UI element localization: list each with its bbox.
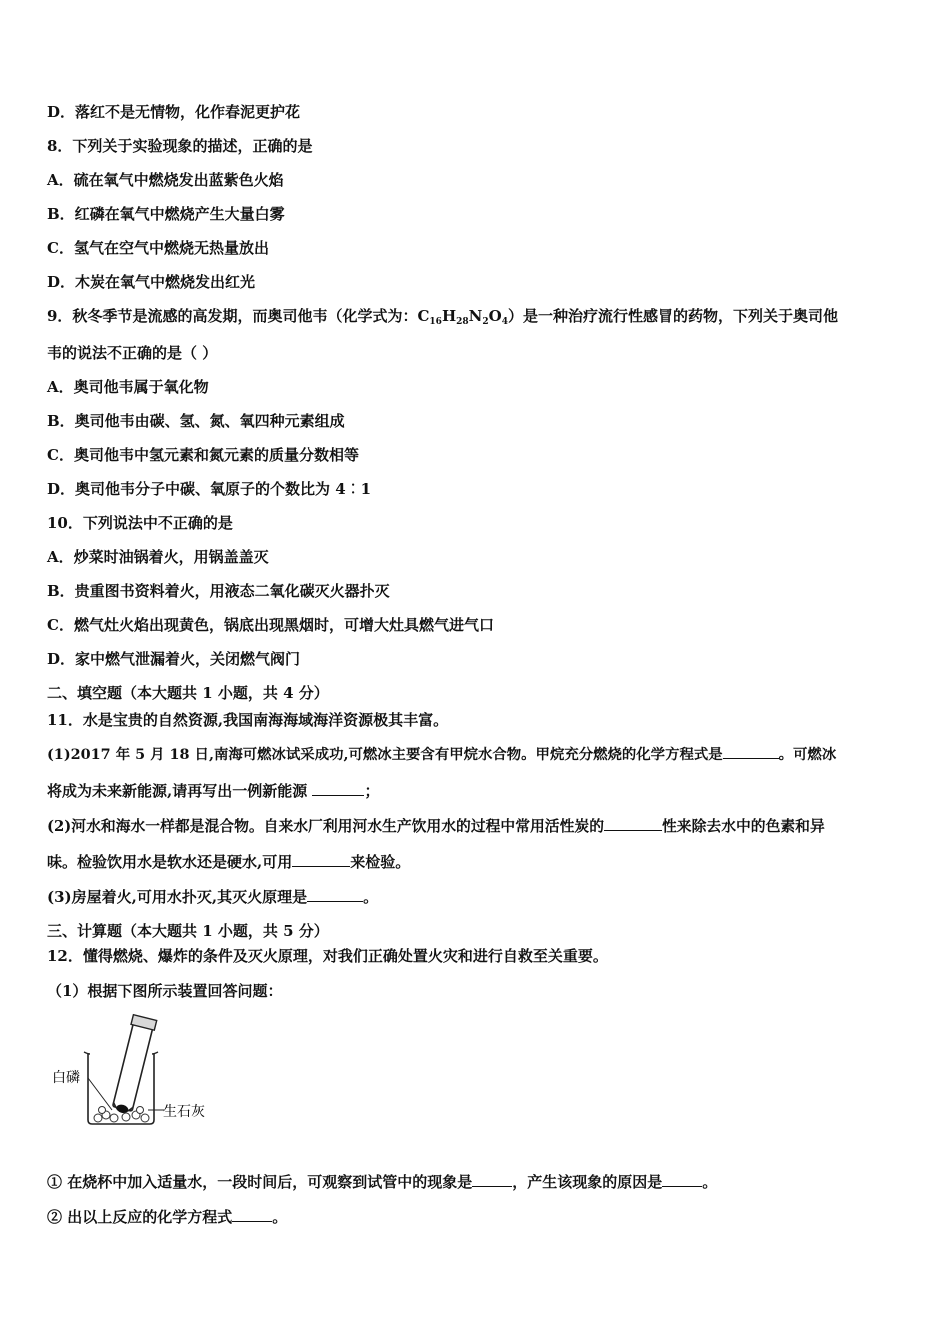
q12-step2 [47, 1207, 287, 1227]
q8-option-d: D．木炭在氧气中燃烧发出红光 [47, 273, 256, 291]
q9-formula [417, 307, 508, 325]
experiment-diagram [50, 1010, 230, 1135]
q10-stem: 10．下列说法中不正确的是 [47, 514, 233, 532]
q11-part1-text-d: ； [364, 782, 380, 800]
q12-step1-text-c: 。 [702, 1173, 718, 1191]
test-tube [110, 1015, 157, 1116]
formula-c: C [417, 307, 430, 325]
q11-part3-text-b: 。 [363, 888, 379, 906]
q11-part1-line1 [47, 744, 836, 765]
q12-step2-text-b: 。 [272, 1208, 288, 1226]
section2-heading: 二、填空题（本大题共 1 小题，共 4 分） [47, 684, 329, 702]
q12-part1: （1）根据下图所示装置回答问题： [47, 982, 283, 1000]
formula-h-count: 28 [456, 317, 469, 327]
q10-option-b: B．贵重图书资料着火，用液态二氧化碳灭火器扑灭 [47, 582, 390, 600]
answer-blank[interactable] [232, 1207, 272, 1222]
q11-part2-text-b: 性来除去水中的色素和异 [662, 818, 825, 835]
q11-part3 [47, 887, 378, 907]
q9-option-b: B．奥司他韦由碳、氢、氮、氧四种元素组成 [47, 412, 345, 430]
q10-option-c: C．燃气灶火焰出现黄色，锅底出现黑烟时，可增大灶具燃气进气口 [47, 616, 494, 634]
q9-stem-line2: 韦的说法不正确的是（ ） [47, 344, 218, 362]
q9-option-d: D．奥司他韦分子中碳、氧原子的个数比为 4︰1 [47, 480, 372, 498]
q11-part2-text-c: 味。检验饮用水是软水还是硬水,可用 [47, 853, 293, 871]
formula-o-count: 4 [501, 317, 508, 327]
q9-option-a: A．奥司他韦属于氧化物 [47, 378, 209, 396]
formula-n: N [468, 307, 483, 325]
q11-part1-text-b: 。可燃冰 [778, 746, 837, 763]
answer-blank[interactable] [292, 852, 350, 867]
q8-stem: 8．下列关于实验现象的描述，正确的是 [47, 137, 313, 155]
q8-option-a: A．硫在氧气中燃烧发出蓝紫色火焰 [47, 171, 284, 189]
q12-step1-text-b: ，产生该现象的原因是 [512, 1173, 663, 1191]
q11-part2-line1 [47, 816, 825, 837]
q12-step1 [47, 1172, 717, 1192]
answer-blank[interactable] [307, 887, 363, 902]
q11-part2-line2 [47, 852, 410, 872]
q11-part1-text-a: (1)2017 年 5 月 18 日,南海可燃冰试采成功,可燃冰主要含有甲烷水合物。甲烷充分燃烧的化学方程式是 [47, 746, 723, 763]
q9-stem-part-b: ）是一种治疗流行性感冒的药物，下列关于奥司他 [507, 307, 838, 325]
label-white-phosphorus: 白磷 [52, 1070, 80, 1086]
q9-option-c: C．奥司他韦中氢元素和氮元素的质量分数相等 [47, 446, 359, 464]
q11-part3-text-a: (3)房屋着火,可用水扑灭,其灭火原理是 [47, 888, 308, 906]
q12-stem: 12．懂得燃烧、爆炸的条件及灭火原理，对我们正确处置火灾和进行自救至关重要。 [47, 947, 608, 965]
formula-c-count: 16 [429, 317, 442, 327]
section3-heading: 三、计算题（本大题共 1 小题，共 5 分） [47, 922, 329, 940]
formula-n-count: 2 [482, 317, 489, 327]
q8-option-b: B．红磷在氧气中燃烧产生大量白雾 [47, 205, 285, 223]
formula-o: O [488, 307, 502, 325]
formula-h: H [441, 307, 457, 325]
answer-blank[interactable] [312, 781, 364, 796]
q11-part1-line2 [47, 781, 379, 801]
q9-stem-line1 [47, 306, 838, 332]
q7-option-d: D．落红不是无情物，化作春泥更护花 [47, 103, 301, 121]
answer-blank[interactable] [662, 1172, 702, 1187]
answer-blank[interactable] [604, 816, 662, 831]
q10-option-d: D．家中燃气泄漏着火，关闭燃气阀门 [47, 650, 301, 668]
q12-step2-text-a: ② 出以上反应的化学方程式 [47, 1208, 233, 1226]
q12-step1-text-a: ① 在烧杯中加入适量水，一段时间后，可观察到试管中的现象是 [47, 1173, 473, 1191]
q8-option-c: C．氢气在空气中燃烧无热量放出 [47, 239, 269, 257]
q10-option-a: A．炒菜时油锅着火，用锅盖盖灭 [47, 548, 269, 566]
q11-part1-text-c: 将成为未来新能源,请再写出一例新能源 [47, 782, 313, 800]
q11-part2-text-d: 来检验。 [350, 853, 411, 871]
answer-blank[interactable] [723, 744, 779, 759]
q11-part2-text-a: (2)河水和海水一样都是混合物。自来水厂利用河水生产饮用水的过程中常用活性炭的 [47, 818, 604, 835]
answer-blank[interactable] [472, 1172, 512, 1187]
label-quicklime: 生石灰 [163, 1104, 205, 1120]
q11-stem: 11．水是宝贵的自然资源,我国南海海域海洋资源极其丰富。 [47, 711, 449, 729]
q9-stem-part-a: 9．秋冬季节是流感的高发期，而奥司他韦（化学式为： [47, 307, 418, 325]
